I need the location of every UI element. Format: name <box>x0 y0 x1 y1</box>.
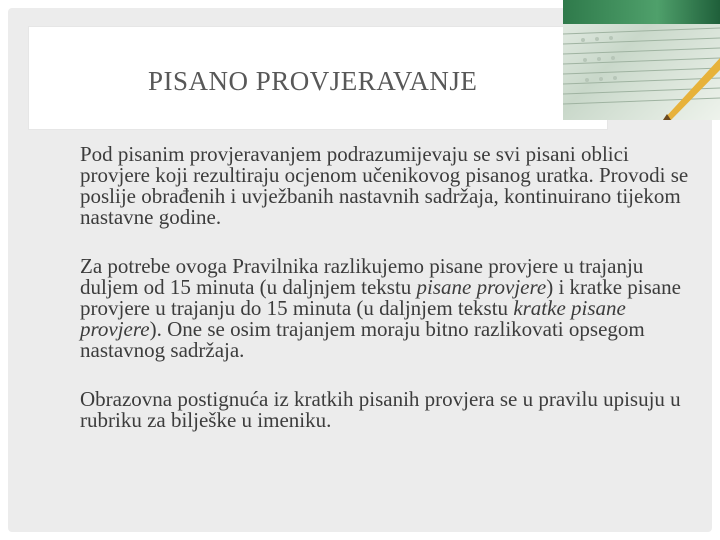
bullet-item <box>64 144 694 228</box>
exam-sheet-pencil-icon <box>563 0 720 120</box>
bullet-item <box>64 389 694 431</box>
bullet-text: Pod pisanim provjeravanjem podrazumijevaju se svi pisani oblici provjere koji rezultiraju ocjenom učenikovog pisanog uratka. Provodi se poslije obrađenih i uvježbanih nastavnih sadržaja, kontinuirano tijekom nastavne godine. <box>80 142 689 229</box>
bullet-text: Obrazovna postignuća iz kratkih pisanih provjera se u pravilu upisuju u rubriku za bilješke u imeniku. <box>80 387 681 432</box>
bullet-text-italic: pisane provjere <box>416 275 547 299</box>
bullet-text: Za potrebe ovoga Pravilnika razlikujemo pisane provjere u trajanju duljem od 15 minuta (u daljnjem tekstu <box>80 254 644 299</box>
bullet-item <box>64 256 694 361</box>
bullet-text: ). One se osim trajanjem moraju bitno razlikovati opsegom nastavnog sadržaja. <box>80 317 645 362</box>
bullet-text: ) i kratke pisane provjere u trajanju do 15 minuta (u daljnjem tekstu <box>80 275 681 320</box>
bullet-list <box>64 144 694 459</box>
slide-title: PISANO PROVJERAVANJE <box>148 66 478 96</box>
bullet-text-italic: kratke pisane provjere <box>80 296 626 341</box>
exam-sheet-photo <box>563 0 720 120</box>
